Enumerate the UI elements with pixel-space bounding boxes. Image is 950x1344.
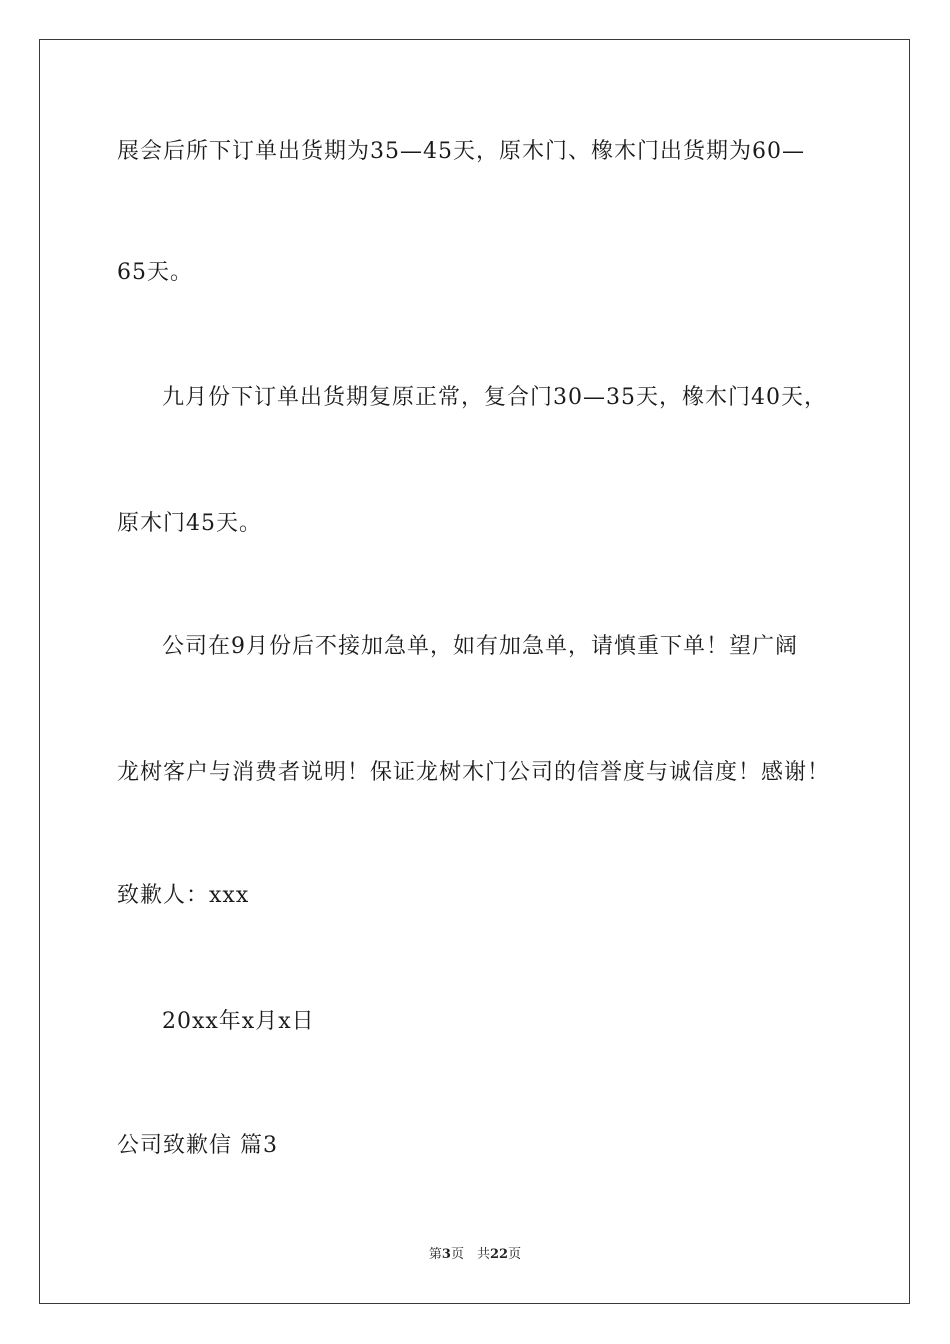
- paragraph-line-6: 龙树客户与消费者说明！保证龙树木门公司的信誉度与诚信度！感谢！: [117, 760, 831, 785]
- date-line: 20xx年x月x日: [162, 1009, 315, 1034]
- footer-prefix: 第: [428, 1247, 442, 1262]
- footer-total-pages: 22: [489, 1247, 509, 1262]
- paragraph-line-5: 公司在9月份后不接加急单，如有加急单，请慎重下单！望广阔: [162, 634, 798, 659]
- paragraph-line-1: 展会后所下订单出货期为35—45天，原木门、橡木门出货期为60—: [117, 139, 805, 164]
- signature-line: 致歉人：xxx: [117, 883, 250, 908]
- footer-suffix: 页: [508, 1247, 522, 1262]
- page-footer: [0, 1246, 950, 1264]
- footer-mid: 页 共: [450, 1247, 490, 1262]
- page-frame: [39, 39, 910, 1304]
- footer-current-page: 3: [441, 1247, 451, 1262]
- paragraph-line-2: 65天。: [117, 260, 193, 285]
- section-heading: 公司致歉信 篇3: [117, 1133, 278, 1158]
- paragraph-line-4: 原木门45天。: [117, 511, 262, 536]
- paragraph-line-3: 九月份下订单出货期复原正常，复合门30—35天，橡木门40天，: [162, 385, 827, 410]
